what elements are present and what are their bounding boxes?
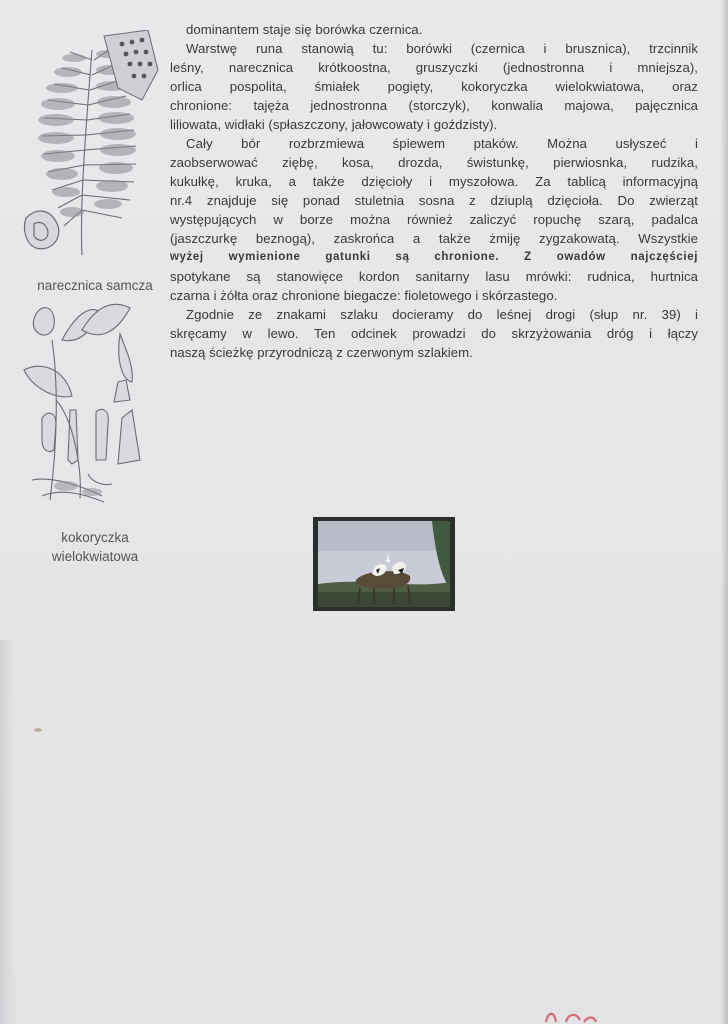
text-line: chronione: tajęża jednostronna (storczyk), konwalia majowa, pajęcznica — [170, 98, 698, 113]
text-line: czarna i żółta oraz chronione biegacze: fioletowego i skórzastego. — [170, 288, 558, 303]
text-line: liliowata, widłaki (spłaszczony, jałowcowaty i goździsty). — [170, 117, 498, 132]
text-line: leśny, narecznica krótkoostna, gruszyczki (jednostronna i mniejsza), — [170, 60, 698, 75]
flower-caption — [20, 528, 170, 566]
text-line: kukułkę, kruka, a także dzięcioły i myszołowa. Za tablicą informacyjną — [170, 174, 698, 189]
fern-caption: narecznica samcza — [37, 278, 153, 293]
text-line: naszą ścieżkę przyrodniczą z czerwonym szlakiem. — [170, 345, 473, 360]
paper-shadow — [0, 640, 14, 1024]
fern-illustration-icon — [22, 30, 162, 260]
text-line: Warstwę runa stanowią tu: borówki (czernica i brusznica), trzcinnik — [186, 41, 698, 56]
text-line: dominantem staje się borówka czernica. — [186, 22, 423, 37]
paper-smudge — [34, 728, 42, 732]
red-ink-mark — [540, 1008, 600, 1024]
flower-caption-line-1: kokoryczka — [61, 530, 129, 545]
text-line: nr.4 znajduje się ponad stuletnia sosna z dziuplą dzięcioła. Do zwierząt — [170, 193, 698, 208]
text-line: zaobserwować ziębę, kosa, drozda, świstunkę, pierwiosnka, rudzika, — [170, 155, 698, 170]
text-line: (jaszczurkę beznogą), zaskrońca a także żmiję zygzakowatą. Wszystkie — [170, 231, 698, 246]
flower-caption-line-2: wielokwiatowa — [51, 549, 139, 564]
text-line: orlica pospolita, śmiałek pogięty, kokoryczka wielokwiatowa, oraz — [170, 79, 698, 94]
flower-illustration-icon — [22, 300, 162, 510]
paper-edge — [720, 0, 728, 1024]
body-text — [170, 20, 698, 362]
text-line: wyżej wymienione gatunki są chronione. Z owadów najczęściej — [170, 251, 698, 263]
text-line: skręcamy w lewo. Ten odcinek prowadzi do skrzyżowania dróg i łączy — [170, 326, 698, 341]
stork-nest-photo — [314, 518, 454, 610]
text-line: spotykane są stanowięce kordon sanitarny lasu mrówki: rudnica, hurtnica — [170, 269, 698, 284]
text-line: Zgodnie ze znakami szlaku docieramy do leśnej drogi (słup nr. 39) i — [186, 307, 698, 322]
text-line: występujących w borze można również zaliczyć ropuchę szarą, padalca — [170, 212, 698, 227]
text-line: Cały bór rozbrzmiewa śpiewem ptaków. Można usłyszeć i — [186, 136, 698, 151]
